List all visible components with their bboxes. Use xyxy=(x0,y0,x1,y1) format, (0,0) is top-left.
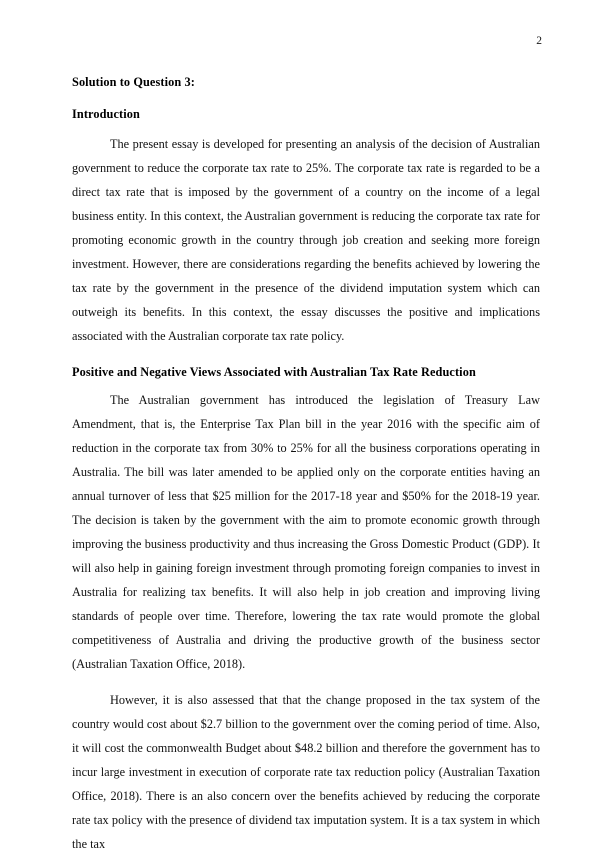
page-number: 2 xyxy=(536,35,542,47)
views-paragraph-two: However, it is also assessed that that the change proposed in the tax system of the country would cost about $2.7 billion to the government over the coming period of time. Also, it will cost the commonwealth Budget about $48.2 billion and therefore the government has to incur large investment in execution of corporate rate tax reduction policy (Australian Taxation Office, 2018). There is an also concern over the benefits achieved by reducing the corporate rate tax policy with the presence of dividend tax imputation system. It is a tax system in which the tax xyxy=(72,693,540,851)
views-paragraph-one: The Australian government has introduced the legislation of Treasury Law Amendment, that is, the Enterprise Tax Plan bill in the year 2016 with the specific aim of reduction in the corporate tax from 30% to 25% for all the business corporations operating in Australia. The bill was later amended to be applied only on the corporate entities having an annual turnover of less that $25 million for the 2017-18 year and $50% for the 2018-19 year. The decision is taken by the government with the aim to promote economic growth through improving the business productivity and thus increasing the Gross Domestic Product (GDP). It will also help in gaining foreign investment through promoting foreign companies to invest in Australia for realizing tax benefits. It will also help in job creation and improving living standards of people over time. Therefore, lowering the tax rate would promote the global competitiveness of Australia and driving the productive growth of the business sector (Australian Taxation Office, 2018). xyxy=(72,393,540,671)
introduction-paragraph: The present essay is developed for presenting an analysis of the decision of Australian government to reduce the corporate tax rate to 25%. The corporate tax rate is regarded to be a direct tax rate that is imposed by the government of a country on the income of a legal business entity. In this context, the Australian government is reducing the corporate tax rate for promoting economic growth in the country through job creation and seeking more foreign investment. However, there are considerations regarding the benefits achieved by lowering the tax rate by the government in the presence of the dividend imputation system which can outweigh its benefits. In this context, the essay discusses the positive and implications associated with the Australian corporate tax rate policy. xyxy=(72,137,540,343)
solution-heading: Solution to Question 3: xyxy=(72,75,195,89)
views-heading: Positive and Negative Views Associated with Australian Tax Rate Reduction xyxy=(72,365,476,379)
introduction-heading: Introduction xyxy=(72,107,140,121)
document-body xyxy=(72,70,540,856)
